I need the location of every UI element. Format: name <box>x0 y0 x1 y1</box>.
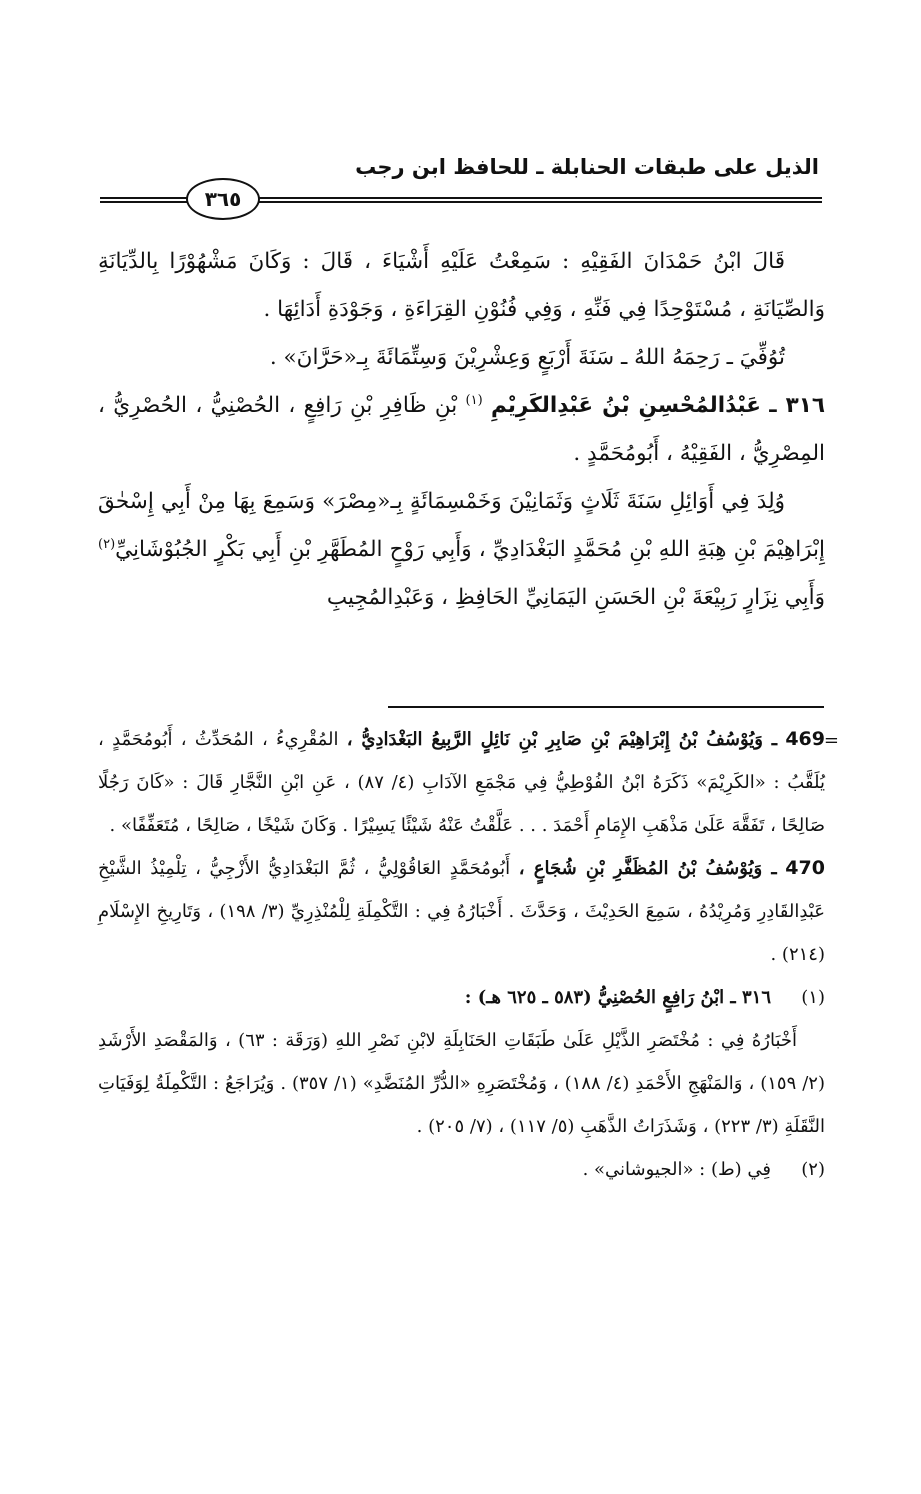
paragraph-text: وَأَبِي نِزَارٍ رَبِيْعَةَ بْنِ الحَسَنِ اليَمَانِيِّ الحَافِظِ ، وَعَبْدِالمُجِيبِ <box>326 585 825 610</box>
paragraph-text: وُلِدَ فِي أَوَائِلِ سَنَةَ ثَلَاثٍ وَثَمَانِيْنَ وَخَمْسِمَائَةٍ بِـ«مِصْرَ» وَسَمِعَ بِهَا مِنْ أَبِي إِسْحٰقَ إِبْرَاهِيْمَ بْنِ هِبَةِ اللهِ بْنِ مُحَمَّدٍ البَغْدَادِيِّ ، وَأَبِي رَوْحٍ المُطَهَّرِ بْنِ أَبِي بَكْرٍ الجُبُوْشَانِيِّ <box>98 489 825 562</box>
paragraph <box>98 478 825 622</box>
biography-name: ـ وَيُوْسُفُ بْنُ إِبْرَاهِيْمَ بْنِ صَابِرِ بْنِ نَائِلٍ الرَّبِيعُ البَغْدَادِيُّ ، <box>346 729 778 750</box>
footnote-1 <box>98 976 825 1019</box>
footnote-separator <box>388 706 824 708</box>
continuation-mark: = <box>823 730 839 751</box>
biography-entry <box>98 718 825 847</box>
entry-heading <box>98 382 825 478</box>
biography-text: المُقْرِيءُ ، المُحَدِّثُ ، أَبُومُحَمَّدٍ ، يُلَقَّبُ : «الكَرِيْمَ» ذَكَرَهُ ابْنُ الفُوْطِيُّ فِي مَجْمَعِ الآدَابِ (٤/ ٨٧) ، عَنِ ابْنِ النَّجَّارِ قَالَ : «كَانَ رَجُلًا صَالِحًا ، تَفَقَّهَ عَلَىٰ مَذْهَبِ الإِمَامِ أَحْمَدَ . . . عَلَّقْتُ عَنْهُ شَيْئًا يَسِيْرًا . وَكَانَ شَيْخًا ، صَالِحًا ، مُتَعَفِّفًا» . <box>98 729 825 836</box>
footnote-label: (١) <box>801 987 825 1008</box>
biography-number: 470 <box>785 857 825 879</box>
entry-lineage: بْنِ ظَافِرِ بْنِ رَافِعٍ ، الحُصْنِيُّ ، الحُصْرِيُّ ، المِصْرِيُّ ، الفَقِيْهُ ، أَبُومُحَمَّدٍ . <box>98 393 825 466</box>
footnote-text: أَخْبَارُهُ فِي : مُخْتَصَرِ الذَّيْلِ عَلَىٰ طَبَقَاتِ الحَنَابِلَةِ لابْنِ نَصْرِ اللهِ (وَرَقَة : ٦٣) ، وَالمَقْصَدِ الأَرْشَدِ (٢/ ١٥٩) ، وَالمَنْهَجِ الأَحْمَدِ (٤/ ١٨٨) ، وَمُخْتَصَرِهِ «الدُّرِّ المُنَضَّدِ» (١/ ٣٥٧) . وَيُرَاجَعُ : التَّكْمِلَةُ لِوَفَيَاتِ النَّقَلَةِ (٣/ ٢٢٣) ، وَشَذَرَاتُ الذَّهَبِ (٥/ ١١٧) ، (٧/ ٢٠٥) . <box>98 1030 825 1137</box>
entry-number: ٣١٦ ـ <box>769 393 825 418</box>
main-text <box>98 238 825 622</box>
running-title: الذيل على طبقات الحنابلة ـ للحافظ ابن رجب <box>355 155 819 179</box>
biography-entry <box>98 847 825 976</box>
footnotes <box>98 718 825 1191</box>
footnote-reference[interactable]: (٢) <box>98 536 116 552</box>
footnote-2 <box>98 1148 825 1191</box>
entry-name: عَبْدُالمُحْسِنِ بْنُ عَبْدِالكَرِيْمِ <box>490 393 761 418</box>
footnote-reference[interactable]: (١) <box>465 392 483 408</box>
page-number: ٣٦٥ <box>186 178 260 220</box>
biography-name: ـ وَيُوْسُفُ بْنُ المُظَفَّرِ بْنِ شُجَاعٍ ، <box>518 858 777 879</box>
paragraph: تُوُفِّيَ ـ رَحِمَهُ اللهُ ـ سَنَةَ أَرْبَعٍ وَعِشْرِيْنَ وَسِتِّمَائَةَ بِـ«حَرَّانَ» . <box>269 345 785 370</box>
footnote-label: (٢) <box>801 1159 825 1180</box>
paragraph: قَالَ ابْنُ حَمْدَانَ الفَقِيْهِ : سَمِعْتُ عَلَيْهِ أَشْيَاءَ ، قَالَ : وَكَانَ مَشْهُوْرًا بِالدِّيَانَةِ وَالصِّيَانَةِ ، مُسْتَوْحِدًا فِي فَنِّهِ ، وَفِي فُنُوْنِ القِرَاءَةِ ، وَجَوْدَةِ أَدَائِهَا . <box>98 249 825 322</box>
footnote-heading: ٣١٦ ـ ابْنُ رَافِعٍ الحُصْنِيُّ (٥٨٣ ـ ٦٢٥ هـ) : <box>464 987 771 1008</box>
biography-number: 469 <box>785 728 825 750</box>
biography-text: أَبُومُحَمَّدٍ العَاقُوْلِيُّ ، ثُمَّ البَغْدَادِيُّ الأَزْجِيُّ ، تِلْمِيْذُ الشَّيْخِ عَبْدِالقَادِرِ وَمُرِيْدُهُ ، سَمِعَ الحَدِيْثَ ، وَحَدَّثَ . أَخْبَارُهُ فِي : التَّكْمِلَةِ لِلْمُنْذِرِيِّ (٣/ ١٩٨) ، وَتَارِيخِ الإِسْلَامِ (٢١٤) . <box>98 858 825 965</box>
footnote-text: فِي (ط) : «الجيوشاني» . <box>582 1159 771 1180</box>
